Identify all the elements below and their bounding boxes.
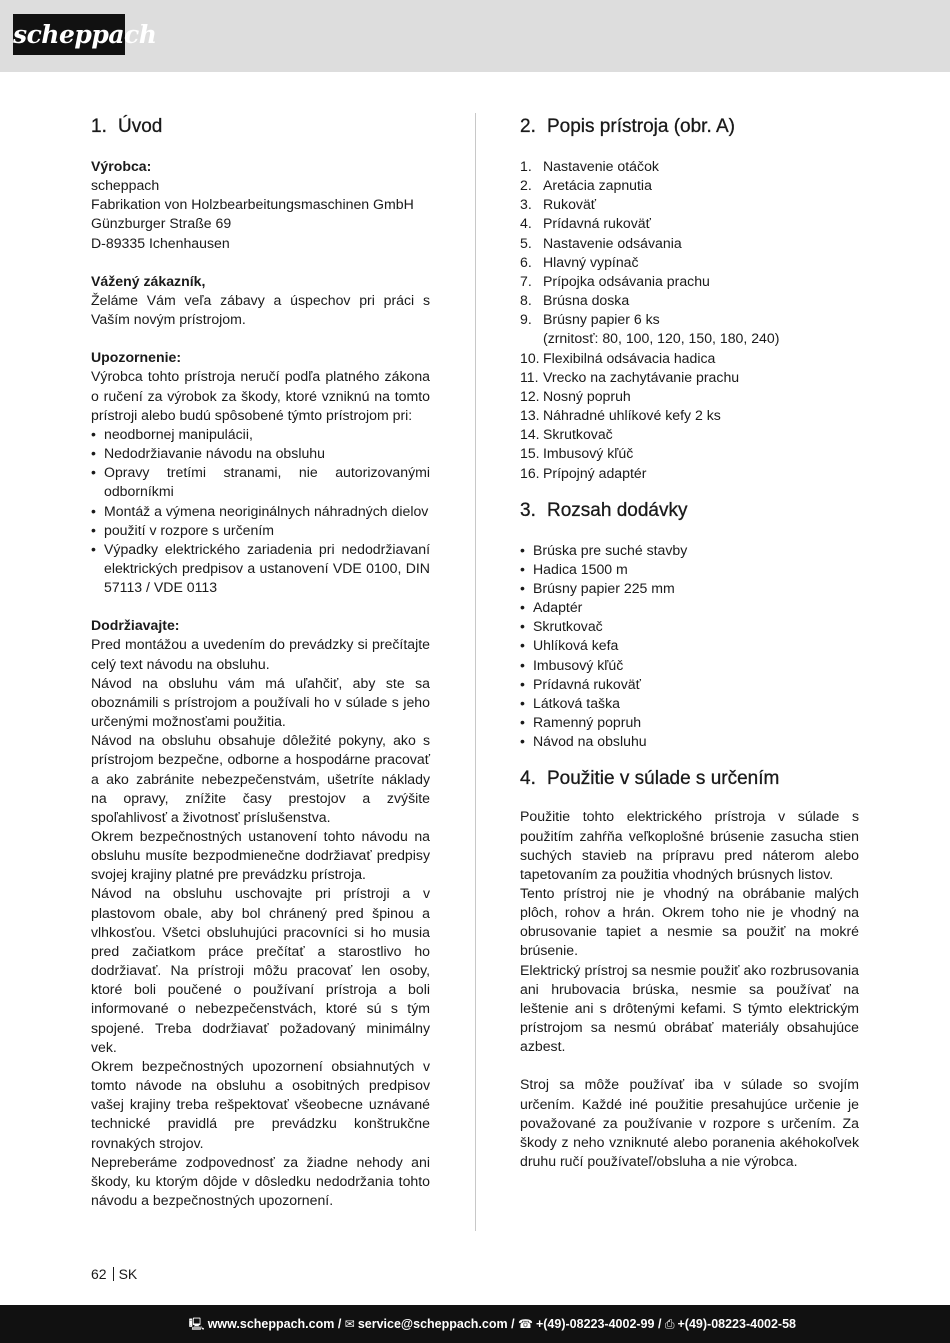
manufacturer-block	[91, 157, 430, 253]
list-item	[520, 368, 859, 387]
parts-list	[520, 157, 859, 483]
list-item: • Skrutkovač	[520, 617, 859, 636]
item-number: 15.	[520, 445, 540, 462]
delivery-list	[520, 541, 859, 752]
list-item: • Návod na obsluhu	[520, 732, 859, 751]
item-text: Imbusový kľúč	[543, 445, 634, 462]
intended-use-block	[520, 807, 859, 1171]
list-item: • Opravy tretími stranami, nie autorizovanými odborníkmi	[91, 463, 430, 501]
item-text: Rukoväť	[543, 196, 597, 213]
observe-paragraph: Pred montážou a uvedením do prevádzky si prečítajte celý text návodu na obsluhu.	[91, 636, 430, 672]
item-number: 12.	[520, 387, 540, 404]
item-text: Hlavný vypínač	[543, 253, 639, 270]
column-divider	[475, 113, 476, 1231]
item-text: Brúsny papier 6 ks	[543, 311, 660, 328]
item-number: 13.	[520, 407, 540, 424]
item-number: 3.	[520, 196, 532, 213]
list-item	[520, 234, 859, 253]
mail-icon: ✉	[344, 1317, 355, 1331]
notice-block	[91, 348, 430, 597]
list-item: • Prídavná rukoväť	[520, 675, 859, 694]
fax-icon: ⎙	[664, 1317, 675, 1331]
footer-separator: /	[334, 1317, 345, 1331]
list-item: • Látková taška	[520, 694, 859, 713]
section-number: 3.	[520, 499, 536, 521]
list-item	[520, 272, 859, 291]
footer-email-link[interactable]: service@scheppach.com	[357, 1317, 508, 1331]
intended-use-paragraph: Stroj sa môže používať iba v súlade so svojím určením. Každé iné použitie presahujúce určenie je považované za používanie v rozpore s určením. Za škody z neho vzniknuté alebo poranenia akéhokoľvek druhu ručí používateľ/obsluha a nie výrobca.	[520, 1076, 859, 1170]
manufacturer-line: D-89335 Ichenhausen	[91, 234, 230, 251]
notice-label: Upozornenie:	[91, 349, 182, 366]
observe-paragraph: Návod na obsluhu obsahuje dôležité pokyny, ako s prístrojom bezpečne, odborne a hospodárne pracovať a ako zabránite nebezpečenstvám, ušetríte náklady na opravy, znížite časy prestojov a zvýšite spoľahlivosť a životnosť príslušenstva.	[91, 732, 430, 825]
list-item: • Brúska pre suché stavby	[520, 541, 859, 560]
item-number: 7.	[520, 272, 532, 289]
item-subtext: (zrnitosť: 80, 100, 120, 150, 180, 240)	[543, 330, 780, 347]
intended-use-paragraph: Elektrický prístroj sa nesmie použiť ako rozbrusovania ani hrubovacia brúska, nesmie sa používať na leštenie ani s drôtenými kefami. S týmto elektrickým prístrojom sa nesmú obrábať materiály obsahujúce azbest.	[520, 961, 859, 1055]
notice-list	[91, 425, 430, 597]
item-number: 16.	[520, 464, 540, 481]
item-text: Skrutkovač	[543, 426, 613, 443]
item-text: Flexibilná odsávacia hadica	[543, 349, 716, 366]
list-item	[520, 464, 859, 483]
scheppach-logo: scheppach	[13, 14, 125, 55]
observe-paragraph: Nepreberáme zodpovednosť za žiadne nehody ani škody, ku ktorým dôjde v dôsledku nedodržania tohto návodu a bezpečnostných upozornení.	[91, 1153, 430, 1208]
observe-paragraph: Okrem bezpečnostných ustanovení tohto návodu na obsluhu musíte bezpodmienečne dodržiavať predpisy svojej krajiny platné pre prevádzku prístroja.	[91, 828, 430, 883]
section-heading-description	[520, 113, 859, 141]
left-column	[91, 113, 430, 1210]
list-item	[520, 176, 859, 195]
list-item: • Ramenný popruh	[520, 713, 859, 732]
list-item	[520, 195, 859, 214]
list-item	[520, 291, 859, 310]
list-item: • Výpadky elektrického zariadenia pri nedodržiavaní elektrických predpisov a ustanovení VDE 0100, DIN 57113 / VDE 0113	[91, 540, 430, 597]
manufacturer-line: scheppach	[91, 177, 160, 194]
list-item: • použití v rozpore s určením	[91, 521, 430, 540]
page-number-separator	[113, 1267, 114, 1281]
item-number: 4.	[520, 215, 532, 232]
list-item: • neodbornej manipulácii,	[91, 425, 430, 444]
list-item: • Brúsny papier 225 mm	[520, 579, 859, 598]
footer-phone: +(49)-08223-4002-99	[535, 1317, 655, 1331]
list-item: • Nedodržiavanie návodu na obsluhu	[91, 444, 430, 463]
item-text: Nosný popruh	[543, 387, 631, 404]
manufacturer-line: Günzburger Straße 69	[91, 215, 232, 232]
page-header	[0, 0, 950, 72]
list-item	[520, 349, 859, 368]
item-text: Brúsna doska	[543, 292, 630, 309]
section-title: Popis prístroja (obr. A)	[547, 116, 735, 137]
item-text: Aretácia zapnutia	[543, 177, 652, 194]
list-item: • Imbusový kľúč	[520, 656, 859, 675]
customer-block	[91, 272, 430, 329]
item-number: 6.	[520, 253, 532, 270]
page-number	[91, 1266, 137, 1282]
section-number: 1.	[91, 116, 107, 137]
list-item: • Adaptér	[520, 598, 859, 617]
list-item	[520, 406, 859, 425]
list-item	[520, 253, 859, 272]
notice-text: Výrobca tohto prístroja neručí podľa platného zákona o ručení za výrobok za škody, ktoré vzniknú na tomto prístroji alebo budú spôsobené týmto prístrojom pri:	[91, 368, 430, 423]
list-item	[520, 387, 859, 406]
observe-label: Dodržiavajte:	[91, 617, 180, 634]
list-item	[520, 444, 859, 463]
customer-text: Želáme Vám veľa zábavy a úspechov pri práci s Vaším novým prístrojom.	[91, 291, 430, 328]
item-number: 8.	[520, 292, 532, 309]
page-language: SK	[118, 1266, 138, 1282]
observe-paragraph: Okrem bezpečnostných upozornení obsiahnutých v tomto návode na obsluhu a osobitných predpisov vašej krajiny treba rešpektovať všeobecne uznávané technické pravidlá pre prevádzku konštrukčne rovnakých strojov.	[91, 1057, 430, 1151]
item-number: 14.	[520, 426, 540, 443]
right-column	[520, 113, 859, 1171]
item-number: 5.	[520, 234, 532, 251]
manufacturer-line: Fabrikation von Holzbearbeitungsmaschinen GmbH	[91, 196, 414, 213]
computer-icon: 🖳	[188, 1317, 205, 1331]
footer-fax: +(49)-08223-4002-58	[677, 1317, 796, 1331]
section-number: 2.	[520, 116, 536, 137]
list-item	[520, 310, 859, 348]
footer-separator: /	[654, 1317, 665, 1331]
observe-paragraph: Návod na obsluhu uschovajte pri prístroji a v plastovom obale, aby bol chránený pred špinou a vlhkosťou. Všetci obsluhujúci pracovníci si ho musia pred začiatkom práce prečítať a starostlivo ho dodržiavať. Na prístroji môžu pracovať len osoby, ktoré boli poučené o používaní prístroja a boli informované o nebezpečenstvách, ktoré sú s tým spojené. Treba dodržiavať požadovaný minimálny vek.	[91, 885, 430, 1055]
item-number: 2.	[520, 177, 532, 194]
list-item: • Montáž a výmena neoriginálnych náhradných dielov	[91, 502, 430, 521]
section-title: Rozsah dodávky	[547, 499, 688, 521]
footer-web-link[interactable]: www.scheppach.com	[207, 1317, 335, 1331]
item-number: 10.	[520, 349, 540, 366]
footer-separator: /	[507, 1317, 519, 1331]
item-text: Nastavenie otáčok	[543, 158, 659, 174]
list-item	[520, 425, 859, 444]
item-text: Prípojka odsávania prachu	[543, 272, 710, 289]
page-number-value: 62	[91, 1266, 107, 1282]
observe-block	[91, 616, 430, 1210]
section-title: Použitie v súlade s určením	[547, 768, 780, 790]
item-number: 9.	[520, 311, 532, 328]
section-heading-intended-use	[520, 765, 859, 793]
customer-label: Vážený zákazník,	[91, 272, 206, 289]
footer-contacts	[189, 1305, 796, 1343]
item-text: Nastavenie odsávania	[543, 234, 682, 251]
list-item: • Uhlíková kefa	[520, 636, 859, 655]
phone-icon: ☎	[518, 1317, 533, 1331]
section-heading-intro	[91, 113, 430, 141]
item-text: Náhradné uhlíkové kefy 2 ks	[543, 407, 721, 424]
intended-use-paragraph: Použitie tohto elektrického prístroja v súlade s použitím zahŕňa veľkoplošné brúsenie zasucha stien suchých stavieb na prípravu pred náterom alebo tapetovaním za použitia vhodných brúsnych listov.	[520, 808, 859, 882]
section-heading-delivery	[520, 497, 859, 525]
intended-use-paragraph: Tento prístroj nie je vhodný na obrábanie malých plôch, rohov a hrán. Okrem toho nie je vhodný na obrusovanie tapiet a nesmie sa použiť na mokré brúsenie.	[520, 885, 859, 959]
item-number: 1.	[520, 158, 532, 174]
item-number: 11.	[520, 368, 539, 385]
page-footer	[0, 1305, 950, 1343]
item-text: Vrecko na zachytávanie prachu	[543, 368, 740, 385]
list-item	[520, 157, 859, 176]
section-title: Úvod	[118, 116, 163, 137]
list-item: • Hadica 1500 m	[520, 560, 859, 579]
item-text: Prípojný adaptér	[543, 464, 647, 481]
manufacturer-label: Výrobca:	[91, 158, 152, 174]
item-text: Prídavná rukoväť	[543, 215, 651, 232]
list-item	[520, 214, 859, 233]
section-number: 4.	[520, 768, 536, 790]
observe-paragraph: Návod na obsluhu vám má uľahčiť, aby ste sa oboznámili s prístrojom a používali ho v súlade s jeho určenými možnosťami použitia.	[91, 674, 430, 730]
